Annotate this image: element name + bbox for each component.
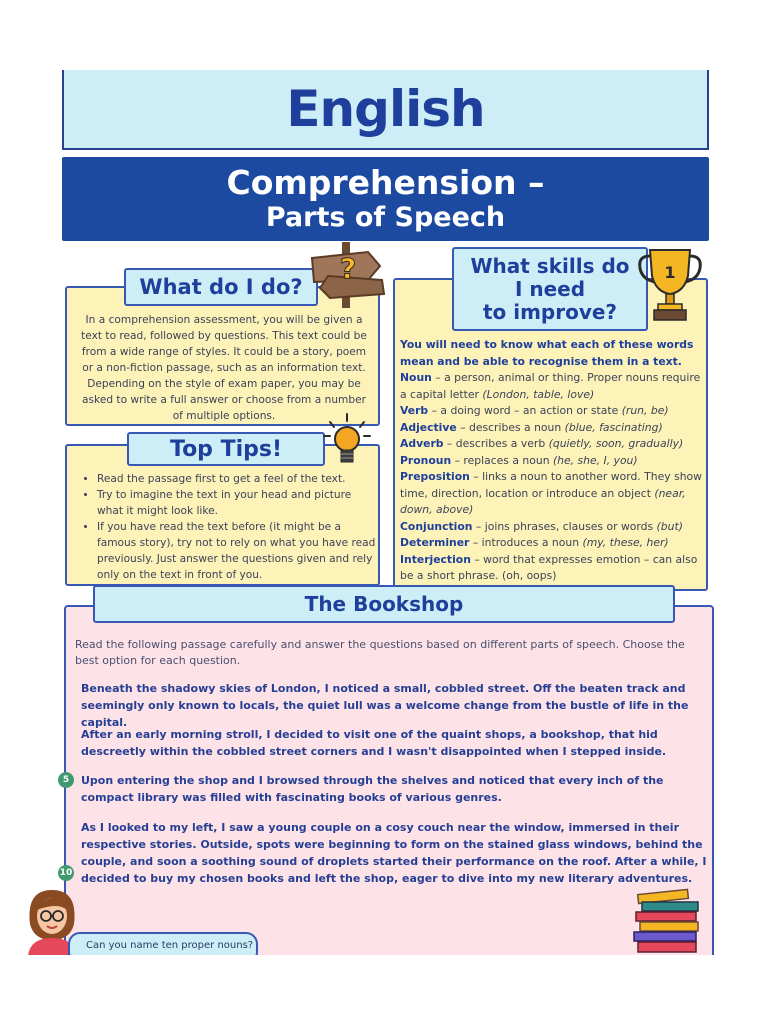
trophy-number: 1 — [664, 263, 676, 282]
passage-paragraph: After an early morning stroll, I decided to visit one of the quaint shops, a bookshop, that hid descreetly within the cobbled street corners and I wasn't disappointed when I stepped inside. — [81, 728, 667, 758]
subtitle-line-2: Parts of Speech — [265, 202, 506, 233]
tip-item: • Read the passage first to get a feel of the text. — [97, 471, 379, 487]
term-adjective: Adjective – describes a noun (blue, fascinating) — [400, 420, 663, 434]
bookshop-panel — [64, 605, 714, 965]
term-conjunction: Conjunction – joins phrases, clauses or words (but) — [400, 519, 683, 533]
skills-heading-line-1: What skills do — [470, 253, 630, 278]
top-tips-heading: Top Tips! — [127, 432, 325, 466]
line-marker-5: 5 — [58, 772, 74, 788]
speech-bubble: Can you name ten proper nouns? — [68, 932, 258, 964]
passage-paragraph: As I looked to my left, I saw a young couple on a cosy couch near the window, immersed in their respective stories. Outside, spots were beginning to form on the stained glass windows, behind the couple, and soon a soothing sound of droplets started their performance on the roof. After a while, I decided to buy my chosen books and left the shop, eager to dive into my new literary adventures. — [81, 821, 707, 885]
bookshop-instructions: Read the following passage carefully and answer the questions based on different parts of speech. Choose the best option for each question. — [75, 638, 685, 667]
term-pronoun: Pronoun – replaces a noun (he, she, I, you) — [400, 453, 638, 467]
title-banner — [62, 70, 709, 150]
skills-text — [400, 337, 704, 585]
term-interjection: Interjection – word that expresses emotion – can also be a short phrase. (oh, oops) — [400, 552, 698, 582]
term-verb: Verb – a doing word – an action or state (run, be) — [400, 404, 669, 417]
passage-paragraph: Beneath the shadowy skies of London, I noticed a small, cobbled street. Off the beaten track and seemingly only known to locals, the quiet lull was a welcome change from the bustle of life in the capital. — [81, 682, 689, 729]
books-stack-icon — [628, 886, 708, 956]
term-adverb: Adverb – describes a verb (quietly, soon, gradually) — [400, 437, 684, 450]
term-noun: Noun – a person, animal or thing. Proper nouns require a capital letter (London, table, love) — [400, 371, 701, 401]
skills-heading-line-2: I need — [514, 276, 586, 301]
tip-item: • Try to imagine the text in your head and picture what it might look like. — [97, 487, 379, 519]
page-bottom-margin — [0, 955, 768, 1024]
line-marker-10: 10 — [58, 865, 74, 881]
page-title: English — [286, 80, 485, 138]
bookshop-heading: The Bookshop — [93, 585, 675, 623]
top-tips-list — [97, 471, 379, 583]
what-do-i-do-text: In a comprehension assessment, you will be given a text to read, followed by questions. This text could be from a wide range of styles. It could be a story, poem or a non-fiction passage, such as an information text. Depending on the style of exam paper, you may be asked to write a full answer or choose from a number of multiple options. — [81, 314, 367, 422]
light-bulb-icon — [322, 412, 372, 470]
what-do-i-do-heading: What do I do? — [124, 268, 318, 306]
subtitle-line-1: Comprehension – — [226, 163, 545, 202]
passage-paragraph: Upon entering the shop and I browsed through the shelves and noticed that every inch of the compact library was filled with fascinating books of various genres. — [81, 774, 664, 804]
term-determiner: Determiner – introduces a noun (my, these, her) — [400, 536, 669, 549]
skills-intro: You will need to know what each of these words mean and be able to recognise them in a text. — [400, 338, 694, 368]
skills-heading-line-3: to improve? — [482, 299, 618, 324]
term-preposition: Preposition – links a noun to another word. They show time, direction, location or introduce an object (near, down, above) — [400, 470, 702, 516]
skills-heading — [452, 247, 648, 331]
tip-item: • If you have read the text before (it might be a famous story), try not to rely on what you have read previously. Just answer the questions given and rely only on the text in front of you. — [97, 519, 379, 583]
trophy-icon — [636, 246, 704, 324]
signpost-question-icon — [308, 240, 388, 310]
svg-text:?: ? — [340, 252, 357, 285]
subtitle-banner — [62, 157, 709, 241]
